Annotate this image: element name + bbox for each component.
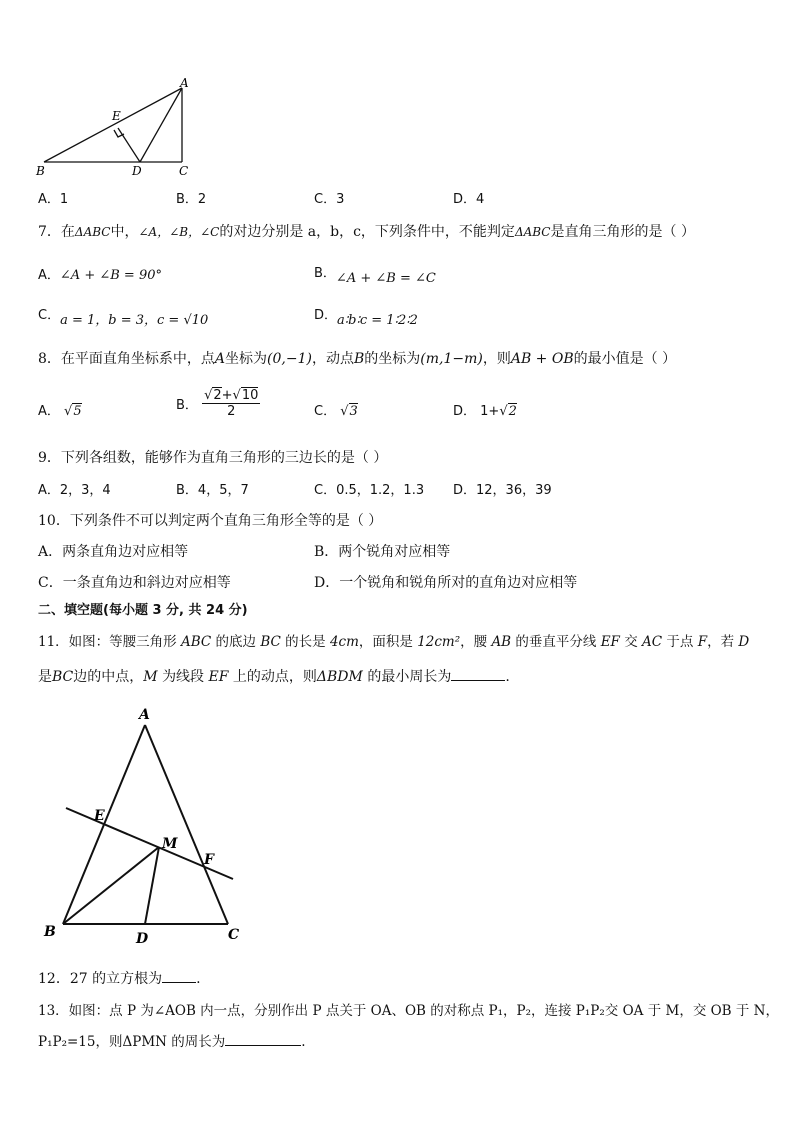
q8-option-c: C． √3 (314, 404, 358, 419)
q13-line-2: P₁P₂=15，则ΔPMN 的周长为 . (38, 1034, 306, 1050)
q7-stem: 7．在ΔABC中，∠A，∠B，∠C的对边分别是 a，b，c，下列条件中，不能判定ΔABC是直角三角形的是（ ） (38, 224, 695, 240)
q6-option-b: B．2 (176, 192, 207, 207)
q9-option-a: A．2，3，4 (38, 483, 111, 498)
q10-option-a: A．两条直角边对应相等 (38, 544, 189, 560)
q8-option-d: D． 1+√2 (453, 404, 517, 419)
label-a: A (139, 707, 150, 723)
q11-line-2: 是BC边的中点，M 为线段 EF 上的动点，则ΔBDM 的最小周长为 . (38, 669, 510, 685)
q11-answer-blank (451, 680, 505, 681)
label-f: F (204, 852, 214, 868)
q13-answer-blank (225, 1045, 301, 1046)
label-b: B (36, 164, 45, 178)
q7-option-c: C．a = 1，b = 3，c = √10 (38, 308, 209, 328)
q7-option-b: B．∠A + ∠B = ∠C (314, 266, 436, 286)
q10-option-d: D．一个锐角和锐角所对的直角边对应相等 (314, 575, 578, 591)
q13-line-1: 13．如图：点 P 为∠AOB 内一点，分别作出 P 点关于 OA、OB 的对称点 P₁，P₂，连接 P₁P₂交 OA 于 M，交 OB 于 N， (38, 1003, 779, 1019)
q11-line-1: 11．如图：等腰三角形 ABC 的底边 BC 的长是 4cm，面积是 12cm²，腰 AB 的垂直平分线 EF 交 AC 于点 F，若 D (38, 634, 750, 650)
q8-option-b: B． $\frac{√2+√10}{2}$ (176, 388, 259, 419)
q12-answer-blank (162, 982, 196, 983)
q8-option-b-fraction: $\frac{√2+√10}{2}$ (204, 388, 259, 419)
label-e: E (94, 808, 105, 824)
section-title: 二、填空题(每小题 3 分, 共 24 分) (38, 603, 248, 618)
q10-option-c: C．一条直角边和斜边对应相等 (38, 575, 231, 591)
figure-isosceles-triangle (38, 700, 248, 950)
q9-option-c: C．0.5，1.2，1.3 (314, 483, 425, 498)
q6-option-a: A．1 (38, 192, 69, 207)
q9-stem: 9．下列各组数，能够作为直角三角形的三边长的是（ ） (38, 450, 388, 466)
label-c: C (179, 164, 189, 178)
q8-option-a: A． √5 (38, 404, 82, 419)
figure-right-triangle (30, 78, 210, 178)
q12-stem: 12．27 的立方根为 . (38, 971, 201, 987)
label-a: A (180, 78, 189, 90)
q8-stem: 8．在平面直角坐标系中，点A坐标为(0,−1)，动点B的坐标为(m,1−m)，则AB + OB的最小值是（ ） (38, 351, 677, 367)
q6-option-d: D．4 (453, 192, 485, 207)
q9-option-d: D．12，36，39 (453, 483, 552, 498)
q10-option-b: B．两个锐角对应相等 (314, 544, 451, 560)
q6-option-c: C．3 (314, 192, 345, 207)
label-d: D (132, 164, 142, 178)
label-c: C (228, 927, 240, 943)
label-e: E (112, 109, 121, 123)
q9-option-b: B．4，5，7 (176, 483, 249, 498)
q7-option-a: A．∠A + ∠B = 90° (38, 268, 162, 283)
label-d: D (136, 931, 149, 947)
q7-option-d: D．a∶b∶c = 1∶2∶2 (314, 308, 418, 328)
label-m: M (162, 836, 178, 852)
label-b: B (44, 924, 56, 940)
q10-stem: 10．下列条件不可以判定两个直角三角形全等的是（ ） (38, 513, 383, 529)
